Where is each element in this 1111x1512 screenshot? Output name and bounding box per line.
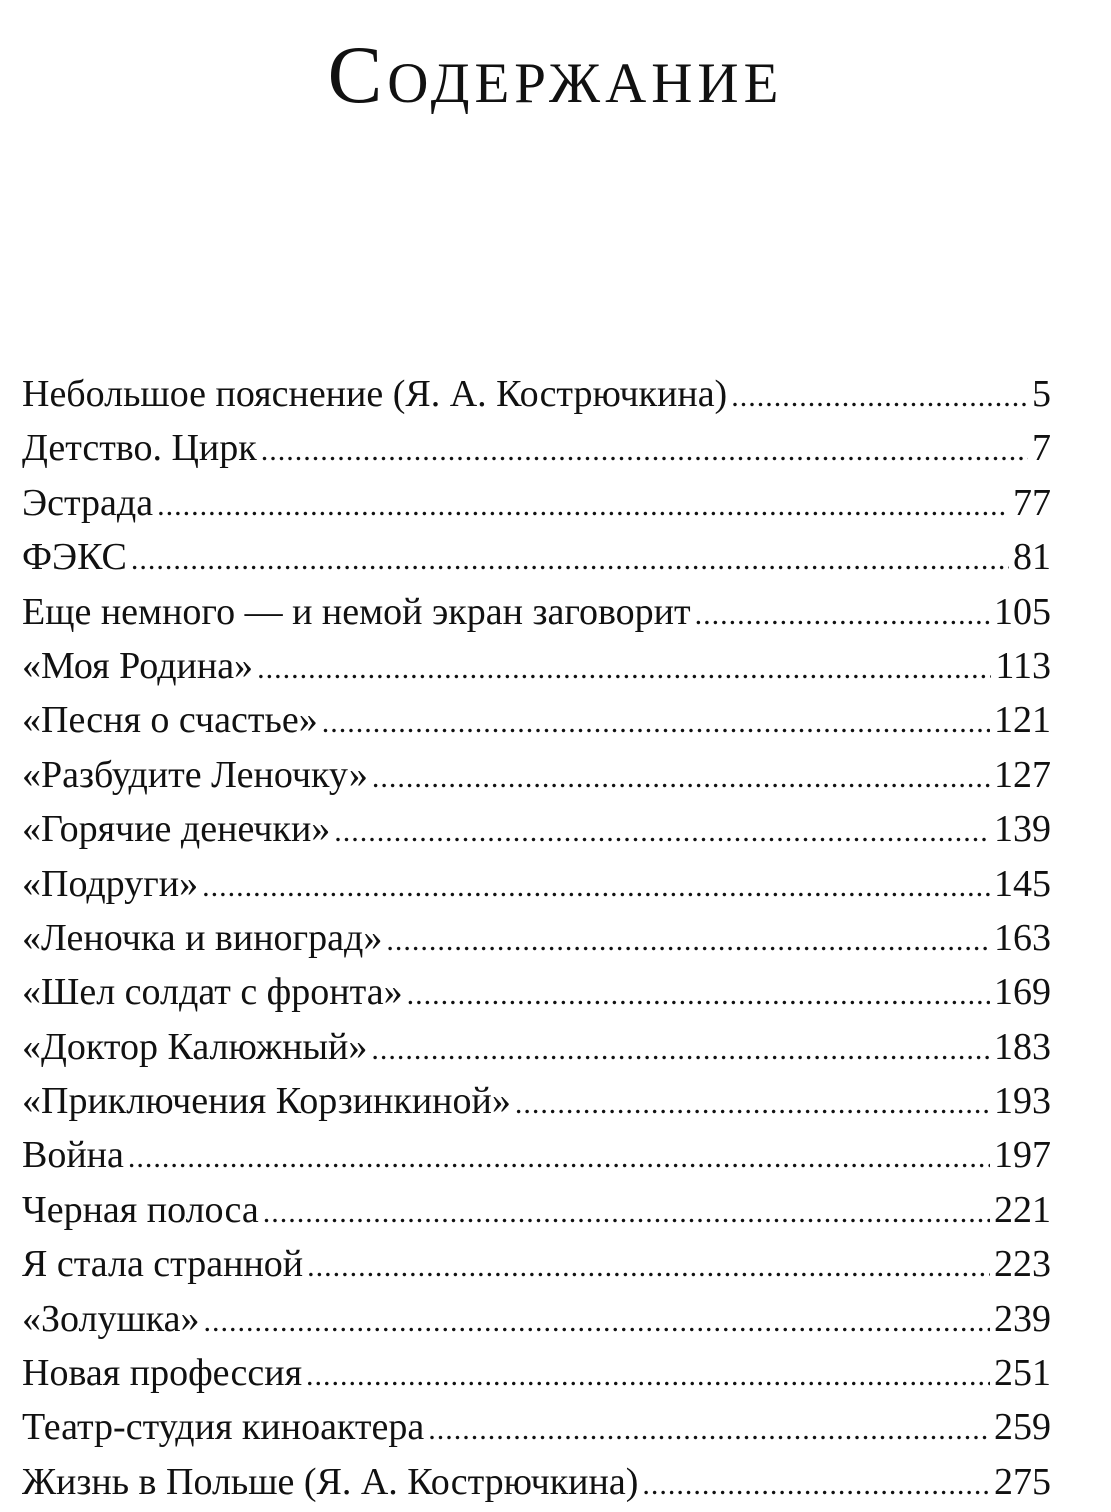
toc-entry[interactable] [22, 1455, 1051, 1509]
dot-leader [261, 424, 1028, 478]
dot-leader [428, 1403, 990, 1457]
dot-leader [386, 914, 990, 968]
dot-leader [334, 805, 990, 859]
toc-entry[interactable] [22, 1020, 1051, 1074]
toc-entry-title: «Подруги» [22, 862, 199, 905]
toc-entry-title: Черная полоса [22, 1188, 259, 1231]
toc-entry[interactable] [22, 639, 1051, 693]
dot-leader [731, 370, 1028, 424]
dot-leader [157, 479, 1009, 533]
dot-leader [202, 860, 990, 914]
toc-entry-page: 183 [994, 1025, 1051, 1068]
toc-entry-title: Еще немного — и немой экран заговорит [22, 590, 691, 633]
toc-entry-title: «Леночка и виноград» [22, 916, 383, 959]
toc-entry-page: 7 [1032, 427, 1051, 470]
dot-leader [263, 1186, 990, 1240]
dot-leader [372, 751, 990, 805]
toc-entry-page: 5 [1032, 373, 1051, 415]
toc-entry-title: Эстрада [22, 481, 154, 524]
toc-entry-page: 145 [994, 862, 1051, 905]
toc-entry-page: 251 [994, 1352, 1051, 1395]
toc-entry-page: 163 [994, 916, 1051, 959]
dot-leader [515, 1077, 990, 1131]
toc-entry-page: 105 [994, 590, 1051, 633]
toc-entry-title: «Горячие денечки» [22, 808, 331, 851]
toc-entry-page: 239 [994, 1297, 1051, 1340]
toc-entry-page: 121 [994, 699, 1051, 742]
toc-entry-page: 127 [994, 753, 1051, 796]
dot-leader [371, 1023, 990, 1077]
toc-entry[interactable] [22, 476, 1051, 530]
dot-leader [407, 968, 990, 1022]
toc-entry-page: 197 [994, 1134, 1051, 1177]
dot-leader [642, 1458, 990, 1512]
toc-entry-page: 259 [994, 1406, 1051, 1449]
toc-entry-page: 77 [1013, 481, 1051, 524]
toc-entry[interactable] [22, 1292, 1051, 1346]
toc-entry-title: «Приключения Корзинкиной» [22, 1080, 511, 1123]
toc-entry[interactable] [22, 367, 1051, 421]
toc-entry-title: ФЭКС [22, 536, 127, 579]
dot-leader [322, 696, 990, 750]
toc-entry-title: «Разбудите Леночку» [22, 753, 368, 796]
toc-entry[interactable] [22, 693, 1051, 747]
toc-entry-page: 139 [994, 808, 1051, 851]
dot-leader [257, 642, 991, 696]
toc-entry[interactable] [22, 802, 1051, 856]
toc-entry[interactable] [22, 421, 1051, 475]
dot-leader [695, 588, 990, 642]
toc-entry[interactable] [22, 1183, 1051, 1237]
toc-entry-title: Жизнь в Польше (Я. А. Кострючкина) [22, 1460, 639, 1503]
dot-leader [306, 1349, 990, 1403]
toc-entry[interactable] [22, 1237, 1051, 1291]
toc-entry-page: 193 [994, 1080, 1051, 1123]
toc-entry-page: 275 [994, 1460, 1051, 1503]
toc-entry-page: 221 [994, 1188, 1051, 1231]
toc-entry-title: Небольшое пояснение (Я. А. Кострючкина) [22, 373, 728, 415]
toc-entry[interactable] [22, 530, 1051, 584]
toc-entry-page: 169 [994, 971, 1051, 1014]
toc-entry-title: «Шел солдат с фронта» [22, 971, 403, 1014]
toc-entry-page: 223 [994, 1243, 1051, 1286]
toc-entry[interactable] [22, 1128, 1051, 1182]
toc-entry[interactable] [22, 1400, 1051, 1454]
toc-entry-title: Я стала странной [22, 1243, 304, 1286]
toc-entry-title: Война [22, 1134, 124, 1177]
dot-leader [128, 1131, 990, 1185]
toc-entry[interactable] [22, 585, 1051, 639]
toc-entry-page: 113 [995, 644, 1051, 687]
toc-entry[interactable] [22, 857, 1051, 911]
dot-leader [307, 1240, 990, 1294]
toc-entry-title: «Песня о счастье» [22, 699, 318, 742]
toc-entry-title: Детство. Цирк [22, 427, 257, 470]
toc-entry-title: «Доктор Калюжный» [22, 1025, 368, 1068]
toc-list [22, 367, 1051, 1509]
toc-entry-title: Театр-студия киноактера [22, 1406, 425, 1449]
toc-entry[interactable] [22, 1346, 1051, 1400]
toc-entry[interactable] [22, 1074, 1051, 1128]
toc-entry[interactable] [22, 965, 1051, 1019]
toc-entry-title: Новая профессия [22, 1352, 303, 1395]
dot-leader [131, 533, 1009, 587]
toc-entry-title: «Золушка» [22, 1297, 200, 1340]
dot-leader [204, 1295, 990, 1349]
toc-entry[interactable] [22, 911, 1051, 965]
page-title: Содержание [327, 29, 784, 120]
toc-entry-page: 81 [1013, 536, 1051, 579]
toc-entry-title: «Моя Родина» [22, 644, 254, 687]
toc-entry[interactable] [22, 748, 1051, 802]
